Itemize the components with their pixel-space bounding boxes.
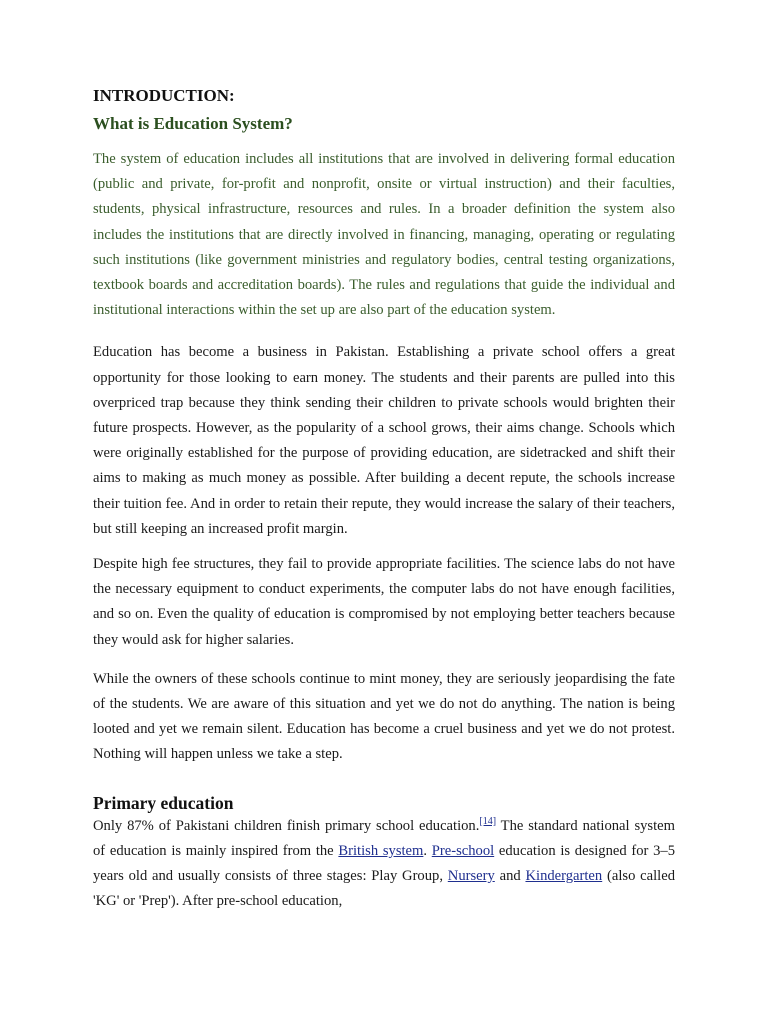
citation-14[interactable] (479, 816, 496, 827)
primary-text-3: . (423, 842, 432, 859)
primary-education-heading: Primary education (93, 792, 234, 813)
kindergarten-link[interactable]: Kindergarten (525, 868, 603, 885)
primary-text-4: education is designed for 3–5 years old and usually consists of three stages: Play Group, (93, 842, 676, 885)
education-system-heading: What is Education System? (93, 114, 293, 133)
facilities-paragraph: Despite high fee structures, they fail to provide appropriate facilities. The science labs do not have the necessary equipment to conduct experiments, the computer labs do not have enough facilities, and so on. Even the quality of education is compromised by not employing better teachers because they would ask for higher salaries. (93, 556, 675, 648)
business-paragraph: Education has become a business in Pakistan. Establishing a private school offers a great opportunity for those looking to earn money. The students and their parents are pulled into this overpriced trap because they think sending their children to private schools would brighten their future prospects. However, as the popularity of a school grows, their aims change. Schools which were originally established for the purpose of providing education, are sidetracked and shift their aims to making as much money as possible. After building a decent repute, the schools increase their tuition fee. And in order to retain their repute, they would increase the salary of their teachers, but still keeping an increased profit margin. (93, 344, 675, 537)
primary-education-paragraph (93, 814, 675, 915)
primary-text-1: Only 87% of Pakistani children finish primary school education. (93, 817, 480, 834)
primary-text-6: (also called 'KG' or 'Prep'). After pre-school education, (93, 868, 676, 910)
nursery-link[interactable]: Nursery (447, 868, 495, 885)
british-system-link[interactable]: British system (338, 842, 424, 859)
introduction-heading: INTRODUCTION: (93, 86, 235, 105)
pre-school-link[interactable]: Pre-school (431, 842, 495, 859)
primary-text-5: and (494, 868, 526, 885)
definition-paragraph: The system of education includes all institutions that are involved in delivering formal education (public and private, for-profit and nonprofit, onsite or virtual instruction) and their faculties, students, physical infrastructure, resources and rules. In a broader definition the system also includes the institutions that are directly involved in financing, managing, operating or regulating such institutions (like government ministries and regulatory bodies, central testing organizations, textbook boards and accreditation boards). The rules and regulations that guide the individual and institutional interactions within the set up are also part of the education system. (93, 151, 675, 319)
primary-text-2: The standard national system of education is mainly inspired from the (93, 817, 675, 859)
owners-paragraph: While the owners of these schools continue to mint money, they are seriously jeopardising the fate of the students. We are aware of this situation and yet we do not do anything. The nation is being looted and yet we remain silent. Education has become a cruel business and yet we do not protest. Nothing will happen unless we take a step. (93, 670, 675, 763)
citation-link[interactable]: [14] (479, 815, 497, 827)
